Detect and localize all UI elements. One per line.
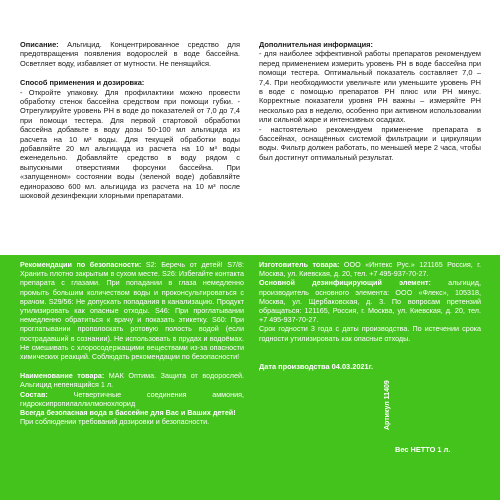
composition-heading: Состав: <box>20 389 48 399</box>
safety-paragraph <box>20 260 244 361</box>
right-column <box>259 40 481 162</box>
article-number: Артикул 11409 <box>384 380 391 430</box>
slogan-note: При соблюдении требований дозировки и безопасности. <box>20 417 210 427</box>
additional-info-heading: Дополнительная информация: <box>259 40 373 49</box>
active-element-paragraph <box>259 278 481 324</box>
additional-info-text: - для наиболее эффективной работы препаратов рекомендуем перед применением измерить уровень PH в воде бассейна при помощи тестера. Оптимальный показатель составляет 7,0 – 7,4. При необходимости увеличьте или уменьшите уровень PH в воде с помощью препаратов PH плюс или PH минус. Корректные показатели уровня PH важны – измеряйте PH несколько раз в неделю, особенно при активном использовании или сильной жаре и интенсивных осадках. <box>259 49 481 125</box>
active-element-text: альгицид, производитель основного элемента: ООО «Флекс», 105318, Москва, ул. Щербаковская, д. 3. По вопросам претензий обращаться: 121165, Россия, г. Москва, ул. Киевская, д. 20, тел. +7 495-937-70-27. <box>259 278 481 325</box>
shelf-life-text: Срок годности 3 года с даты производства. По истечении срока годности утилизировать как опасные отходы. <box>259 324 481 343</box>
description-paragraph <box>20 40 240 68</box>
additional-info-text-2: - настоятельно рекомендуем применение препарата в бассейнах, оснащённых системой фильтрации и циркуляции воды. Фильтр должен работать, по меньшей мере 2 часа, чтобы был достигнут оптимальный результат. <box>259 124 481 162</box>
net-weight: Вес НЕТТО 1 л. <box>395 445 451 454</box>
method-heading: Способ применения и дозировка: <box>20 78 145 88</box>
product-name-heading: Наименование товара: <box>20 371 105 381</box>
product-name-paragraph <box>20 371 244 389</box>
manufacturer-text: ООО «Интекс Рус.» 121165 Россия, г. Москва, ул. Киевская, д. 20, тел. +7 495-937-70-27. <box>259 260 481 279</box>
manufacturer-paragraph <box>259 260 481 278</box>
active-element-heading: Основной дезинфицирующий элемент: <box>259 278 431 288</box>
green-left-column <box>20 260 244 426</box>
green-right-column <box>259 260 481 343</box>
product-name-text: МАК Оптима. Защита от водорослей. Альгицид непенящийся 1 л. <box>20 371 244 390</box>
green-panel <box>0 255 500 500</box>
left-column <box>20 40 240 201</box>
composition-text: Четвертичные соединения аммония, гидроксипропилаллилмонохлорид <box>20 389 244 408</box>
production-date: Дата производства 04.03.2021г. <box>259 362 374 371</box>
description-heading: Описание: <box>20 40 59 49</box>
safety-heading: Рекомендации по безопасности: <box>20 260 142 269</box>
safety-text: S2: Беречь от детей! S7/8: Хранить плотно закрытым в сухом месте. S26: Избегайте контакта препарата с глазами. При попадании в глаза немедленно промыть большим количеством воды и проконсультироваться с врачом. S29/56: Не допускать попадания в канализацию. Продукт утилизировать как опасные отходы. S46: При проглатывании немедленно обратиться к врачу и показать этикетку. S60: При проглатывании прополоскать ротовую полость водой (если пострадавший в сознании). Не использовать в прудах и водоёмах. Не смешивать с хлоросодержащими веществами из-за опасности химических реакций. Соблюдать рекомендации по безопасности! <box>20 260 244 362</box>
manufacturer-heading: Изготовитель товара: <box>259 260 340 269</box>
description-text: Альгицид. Концентрированное средство для предотвращения появления водорослей в воде бассейна. Осветляет воду, избавляет от мутности. Не пенящийся. <box>20 40 240 68</box>
composition-paragraph <box>20 390 244 408</box>
slogan: Всегда безопасная вода в бассейне для Вас и Ваших детей! <box>20 408 236 418</box>
method-text: - Откройте упаковку. Для профилактики можно провести обработку стенок бассейна средством при помощи губки. - Отрегулируйте уровень PH в воде до показателей от 7,0 до 7,4 при помощи тестера. Для первой стартовой обработки бассейна добавьте в воду дозы 50-100 мл альгицида из расчета на 10 м³ воды. Для текущей обработки воды добавляйте 20 мл альгицида из расчета на 10 м³ воды еженедельно. Добавляйте средство в воду рядом с выпускными отверстиями форсунки бассейна. При «запущенном» состоянии воды (зеленой воде) добавляйте единоразово 600 мл. альгицида из расчета на 10 м³ после шоковой дезинфекции хлорными препаратами. <box>20 87 240 201</box>
